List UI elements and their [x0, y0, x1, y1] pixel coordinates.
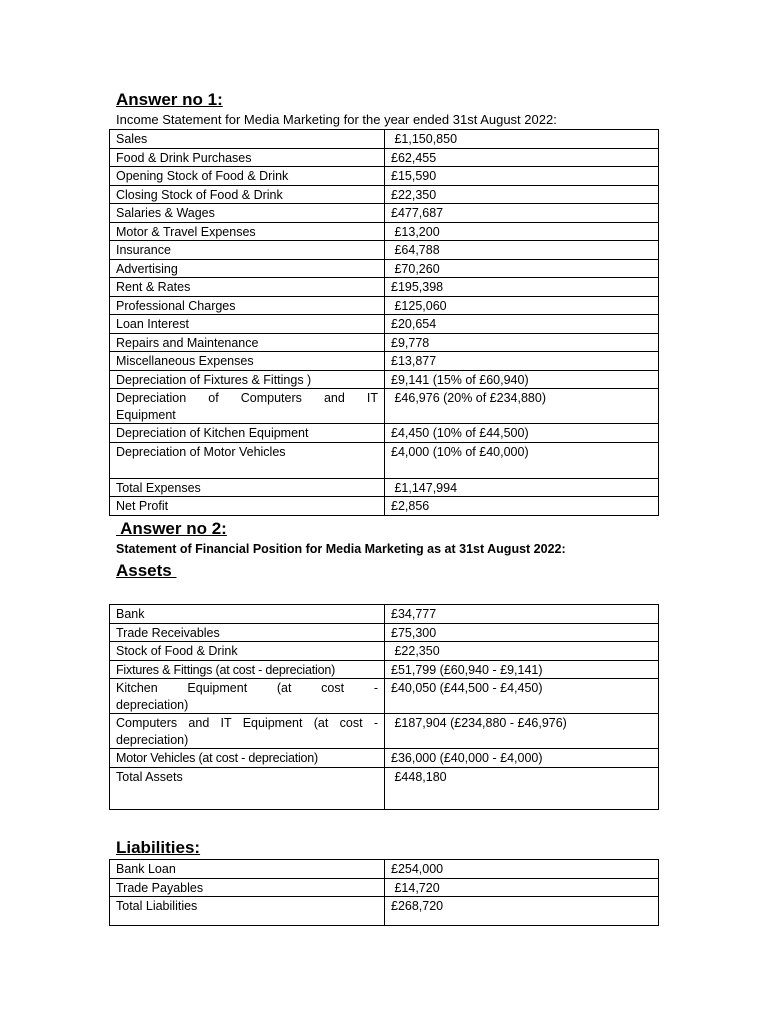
row-label: Closing Stock of Food & Drink: [110, 185, 385, 204]
table-row: [110, 278, 659, 297]
income-statement-caption: Income Statement for Media Marketing for the year ended 31st August 2022:: [116, 112, 557, 127]
row-label: Trade Payables: [110, 878, 385, 897]
assets-heading: Assets: [116, 561, 177, 580]
table-row: [110, 389, 659, 424]
row-label: Motor & Travel Expenses: [110, 222, 385, 241]
row-label: Bank: [110, 605, 385, 624]
assets-table: [109, 604, 659, 810]
row-value: £62,455: [385, 148, 659, 167]
table-row: [110, 897, 659, 926]
row-value: £195,398: [385, 278, 659, 297]
table-row: [110, 878, 659, 897]
row-value: £70,260: [385, 259, 659, 278]
row-label: Advertising: [110, 259, 385, 278]
table-row: [110, 860, 659, 879]
row-label: Professional Charges: [110, 296, 385, 315]
row-value: £9,778: [385, 333, 659, 352]
row-label-line2: depreciation): [116, 732, 189, 747]
row-value: £9,141 (15% of £60,940): [385, 370, 659, 389]
income-statement-table: [109, 129, 659, 516]
table-row: [110, 296, 659, 315]
row-value: £1,147,994: [385, 478, 659, 497]
row-value: £75,300: [385, 623, 659, 642]
row-label: [110, 714, 385, 749]
row-label: Net Profit: [110, 497, 385, 516]
row-label: Loan Interest: [110, 315, 385, 334]
row-value: £14,720: [385, 878, 659, 897]
row-label: Repairs and Maintenance: [110, 333, 385, 352]
row-value: £22,350: [385, 185, 659, 204]
row-value: £40,050 (£44,500 - £4,450): [385, 679, 659, 714]
row-label: Opening Stock of Food & Drink: [110, 167, 385, 186]
row-label: Stock of Food & Drink: [110, 642, 385, 661]
table-row: [110, 714, 659, 749]
row-label: [110, 389, 385, 424]
answer1-heading: Answer no 1:: [116, 90, 223, 109]
row-label-line2: depreciation): [116, 697, 189, 712]
row-label: Motor Vehicles (at cost - depreciation): [110, 749, 385, 768]
row-label: Total Liabilities: [110, 897, 385, 926]
answer2-heading: Answer no 2:: [116, 519, 227, 538]
table-row: [110, 259, 659, 278]
row-label: Fixtures & Fittings (at cost - depreciation): [110, 660, 385, 679]
table-row: [110, 241, 659, 260]
row-value: £477,687: [385, 204, 659, 223]
table-row: [110, 442, 659, 478]
table-row: [110, 424, 659, 443]
table-row: [110, 370, 659, 389]
row-label-line1: Kitchen Equipment (at cost -: [116, 681, 378, 695]
table-row: [110, 623, 659, 642]
row-label-line2: Equipment: [116, 407, 176, 422]
table-row: [110, 660, 659, 679]
table-row: [110, 315, 659, 334]
row-label: Miscellaneous Expenses: [110, 352, 385, 371]
financial-position-caption: Statement of Financial Position for Media Marketing as at 31st August 2022:: [116, 542, 566, 556]
row-value: £36,000 (£40,000 - £4,000): [385, 749, 659, 768]
liabilities-heading: Liabilities:: [116, 838, 201, 857]
row-value: £4,450 (10% of £44,500): [385, 424, 659, 443]
row-label: Total Assets: [110, 767, 385, 809]
row-value: £20,654: [385, 315, 659, 334]
row-label: Insurance: [110, 241, 385, 260]
row-label: Depreciation of Fixtures & Fittings ): [110, 370, 385, 389]
row-value: £51,799 (£60,940 - £9,141): [385, 660, 659, 679]
row-value: £46,976 (20% of £234,880): [385, 389, 659, 424]
row-value: £254,000: [385, 860, 659, 879]
row-label: Sales: [110, 130, 385, 149]
table-row: [110, 185, 659, 204]
row-value: £13,200: [385, 222, 659, 241]
table-row: [110, 642, 659, 661]
liabilities-table: [109, 859, 659, 926]
table-row: [110, 148, 659, 167]
row-value: £64,788: [385, 241, 659, 260]
row-label-line1: Depreciation of Computers and IT: [116, 391, 378, 405]
row-value: £187,904 (£234,880 - £46,976): [385, 714, 659, 749]
table-row: [110, 130, 659, 149]
row-label: Depreciation of Motor Vehicles: [110, 442, 385, 478]
row-value: £22,350: [385, 642, 659, 661]
table-row: [110, 204, 659, 223]
row-label-line1: Computers and IT Equipment (at cost -: [116, 716, 378, 730]
row-label: Trade Receivables: [110, 623, 385, 642]
row-value: £2,856: [385, 497, 659, 516]
table-row: [110, 497, 659, 516]
row-value: £125,060: [385, 296, 659, 315]
row-value: £1,150,850: [385, 130, 659, 149]
table-row: [110, 222, 659, 241]
row-value: £268,720: [385, 897, 659, 926]
row-label: [110, 679, 385, 714]
row-label: Total Expenses: [110, 478, 385, 497]
row-value: £13,877: [385, 352, 659, 371]
row-value: £15,590: [385, 167, 659, 186]
row-label: Salaries & Wages: [110, 204, 385, 223]
row-label: Rent & Rates: [110, 278, 385, 297]
table-row: [110, 605, 659, 624]
row-value: £34,777: [385, 605, 659, 624]
table-row: [110, 352, 659, 371]
row-value: £4,000 (10% of £40,000): [385, 442, 659, 478]
table-row: [110, 478, 659, 497]
table-row: [110, 749, 659, 768]
row-label: Depreciation of Kitchen Equipment: [110, 424, 385, 443]
table-row: [110, 767, 659, 809]
row-label: Food & Drink Purchases: [110, 148, 385, 167]
table-row: [110, 333, 659, 352]
table-row: [110, 679, 659, 714]
row-value: £448,180: [385, 767, 659, 809]
table-row: [110, 167, 659, 186]
row-label: Bank Loan: [110, 860, 385, 879]
